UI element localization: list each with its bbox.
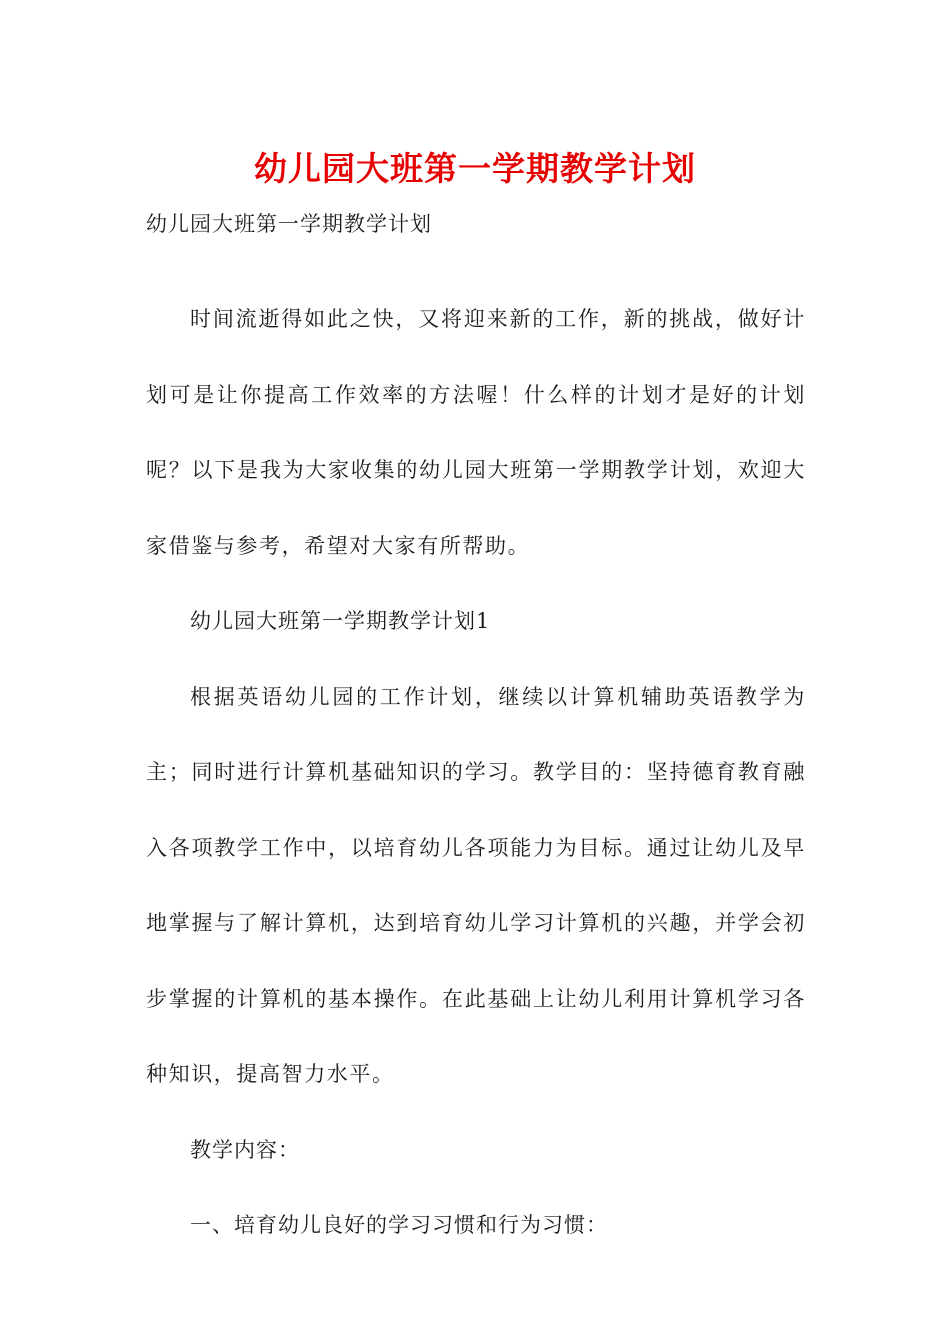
teaching-content-heading: 教学内容： (190, 1137, 300, 1162)
document-title: 幼儿园大班第一学期教学计划 (254, 149, 696, 188)
document-subtitle: 幼儿园大班第一学期教学计划 (146, 212, 432, 236)
document-body (146, 282, 806, 1264)
item-one-heading: 一、培育幼儿良好的学习习惯和行为习惯： (190, 1213, 608, 1237)
intro-paragraph: 时间流逝得如此之快，又将迎来新的工作，新的挑战，做好计划可是让你提高工作效率的方法喔！什么样的计划才是好的计划呢？以下是我为大家收集的幼儿园大班第一学期教学计划，欢迎大家借鉴与参考，希望对大家有所帮助。 (146, 307, 806, 558)
section-heading-plan-1: 幼儿园大班第一学期教学计划1 (190, 609, 491, 633)
plan-paragraph: 根据英语幼儿园的工作计划，继续以计算机辅助英语教学为主；同时进行计算机基础知识的学习。教学目的：坚持德育教育融入各项教学工作中，以培育幼儿各项能力为目标。通过让幼儿及早地掌握与了解计算机，达到培育幼儿学习计算机的兴趣，并学会初步掌握的计算机的基本操作。在此基础上让幼儿利用计算机学习各种知识，提高智力水平。 (146, 684, 806, 1086)
